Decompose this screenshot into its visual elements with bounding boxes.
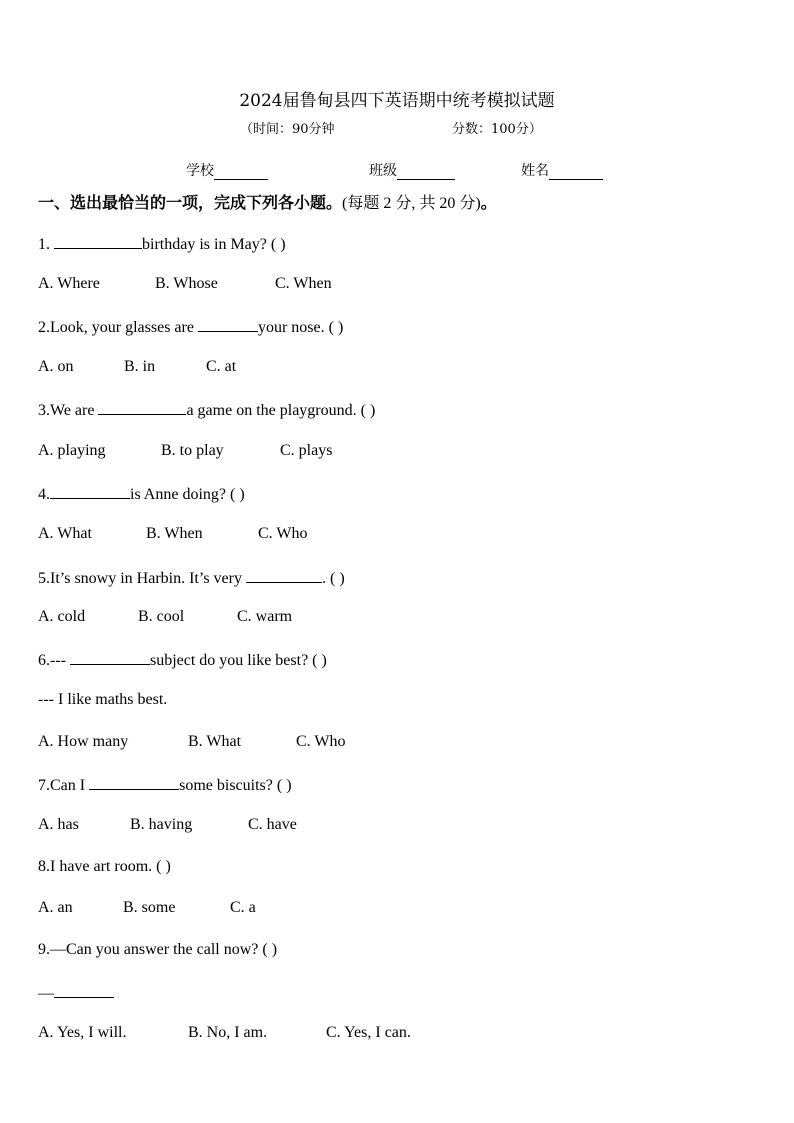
q3-option-b: B. to play [161,442,224,459]
q3-option-c: C. plays [280,442,333,459]
question-text: your nose. ( ) [257,319,344,336]
question-text: — [38,985,54,1002]
answer-blank [70,649,150,665]
q7-option-b: B. having [130,816,193,833]
page-title: 2024届鲁甸县四下英语期中统考模拟试题 [239,91,555,111]
q4-option-b: B. When [146,525,203,542]
question-1 [38,233,286,254]
exam-score: 分数：100分） [452,122,542,137]
q6-option-b: B. What [188,733,242,750]
question-text: subject do you like best? ( ) [149,652,327,669]
answer-blank [198,316,258,332]
q5-option-c: C. warm [237,608,293,625]
answer-blank [50,483,130,499]
answer-blank [246,567,322,583]
q9-option-b: B. No, I am. [188,1024,268,1041]
q1-option-c: C. When [275,275,332,292]
question-3 [38,399,375,420]
q4-option-a: A. What [38,525,92,542]
question-text: a game on the playground. ( ) [186,402,376,419]
q5-option-a: A. cold [38,608,86,625]
q8-option-a: A. an [38,899,73,916]
question-text: is Anne doing? ( ) [130,486,245,503]
q6-reply: --- I like maths best. [38,691,168,708]
question-text: 3.We are [38,402,99,419]
question-text: 2.Look, your glasses are [38,319,198,336]
question-9: 9.—Can you answer the call now? ( ) [38,941,278,958]
q6-option-a: A. How many [38,733,129,750]
section-end: 。 [480,193,497,212]
class-blank [397,165,455,180]
section-note: (每题 2 分, 共 20 分) [342,195,481,212]
q7-option-a: A. has [38,816,79,833]
q3-option-a: A. playing [38,442,106,459]
q5-option-b: B. cool [138,608,185,625]
q9-option-a: A. Yes, I will. [38,1024,127,1041]
class-label: 班级 [369,163,397,179]
question-text: birthday is in May? ( ) [142,236,286,253]
answer-blank [89,774,179,790]
q1-option-b: B. Whose [155,275,218,292]
q8-option-c: C. a [230,899,256,916]
name-field [521,160,603,180]
question-text: 5.It’s snowy in Harbin. It’s very [38,570,246,587]
question-8: 8.I have art room. ( ) [38,858,171,875]
name-blank [549,165,603,180]
school-label: 学校 [186,163,214,179]
question-text: 6.--- [38,652,70,669]
question-7 [38,774,292,795]
q6-option-c: C. Who [296,733,346,750]
q2-option-c: C. at [206,358,237,375]
exam-time: （时间：90分钟 [240,122,335,137]
name-label: 姓名 [521,163,549,179]
question-text: 1. [38,236,54,253]
question-2 [38,316,343,337]
q2-option-b: B. in [124,358,156,375]
question-6 [38,649,327,670]
school-blank [214,165,268,180]
class-field [369,160,455,180]
answer-blank [98,399,186,415]
section-title: 一、选出最恰当的一项，完成下列各小题。 [38,193,343,212]
q8-option-b: B. some [123,899,176,916]
q7-option-c: C. have [248,816,297,833]
answer-blank [54,233,142,249]
q2-option-a: A. on [38,358,74,375]
q9-option-c: C. Yes, I can. [326,1024,411,1041]
question-5 [38,567,345,588]
question-4 [38,483,245,504]
question-text: 7.Can I [38,777,90,794]
school-field [186,160,268,180]
question-text: some biscuits? ( ) [179,777,292,794]
answer-blank [54,982,114,998]
question-text: 4. [38,486,50,503]
q9-reply [38,982,114,1003]
question-text: . ( ) [321,570,345,587]
q4-option-c: C. Who [258,525,308,542]
section-heading [38,190,497,213]
q1-option-a: A. Where [38,275,100,292]
